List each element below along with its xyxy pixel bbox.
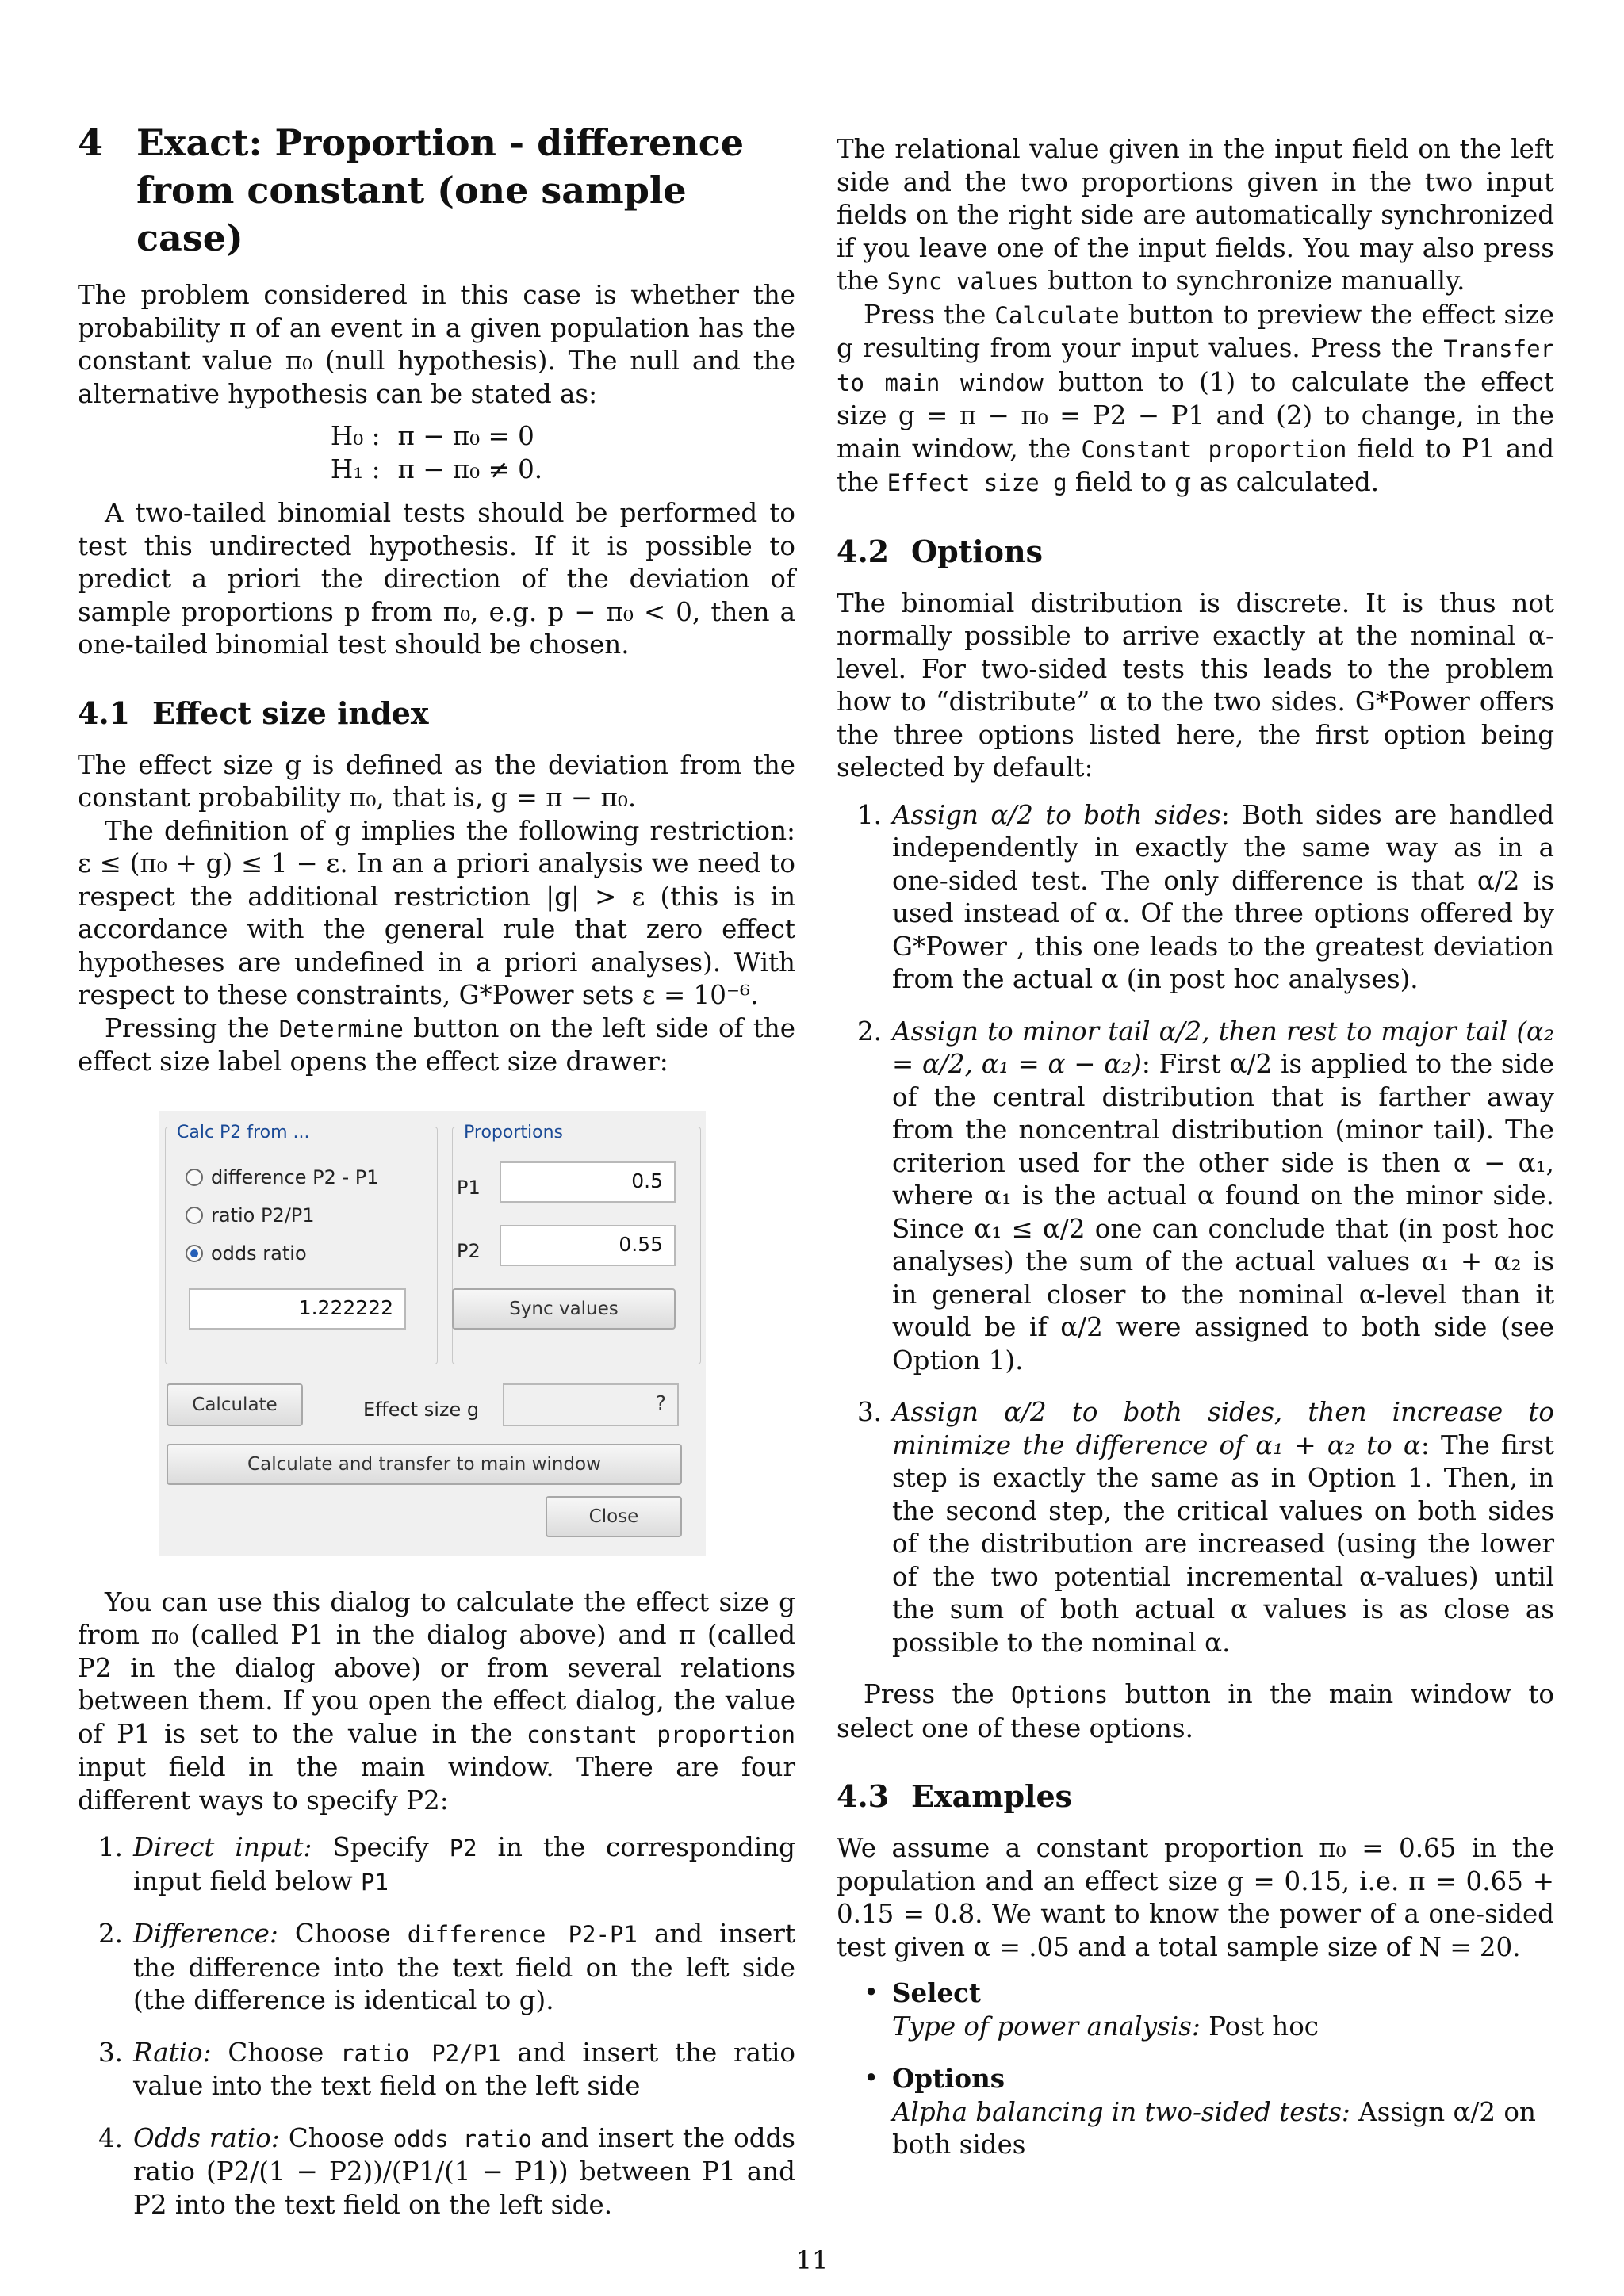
radio-difference[interactable] [186,1161,379,1195]
list-item: 3. Assign α/2 to both sides, then increase to minimize the difference of α₁ + α₂ to α: The first step is exactly the same as in Option 1. Then, in the second step, the critical values on both sides of the distribution are increased (using the lower of the two potential incremental α-values) until the sum of both actual α values is as close as possible to the nominal α. [857,1397,1554,1658]
calculate-button[interactable]: Calculate [167,1383,303,1426]
subsection-heading-4-1 [78,695,795,732]
options-paragraph: The binomial distribution is discrete. It is thus not normally possible to arrive exactly at the nominal α-level. For two-sided tests this leads to the problem how to “distribute” α to the two sides. G*Power offers the three options listed here, the first option being selected by default: [837,587,1554,783]
determine-paragraph: Pressing the Determine button on the left side of the effect size label opens the effect size drawer: [78,1012,795,1077]
list-item: 4. Odds ratio: Choose odds ratio and insert the odds ratio (P2/(1 − P2))/(P1/(1 − P1)) between P1 and P2 into the text field on the left side. [98,2122,795,2220]
radio-ratio-label: ratio P2/P1 [211,1203,315,1226]
relation-value-input[interactable]: 1.222222 [189,1288,406,1330]
calc-p2-group-label: Calc P2 from ... [174,1116,312,1150]
radio-button-selected-icon [186,1245,203,1262]
options-button-paragraph: Press the Options button in the main window to select one of these options. [837,1679,1554,1743]
examples-paragraph: We assume a constant proportion π₀ = 0.65 in the population and an effect size g = 0.15, i.e. π = 0.65 + 0.15 = 0.8. We want to know the power of a one-sided test given α = .05 and a total sample size of N = 20. [837,1833,1554,1962]
section-heading [78,119,795,262]
subsection-number: 4.2 [837,533,890,569]
h1-expression: π − π₀ ≠ 0. [397,453,543,484]
list-item: 2. Assign to minor tail α/2, then rest to major tail (α₂ = α/2, α₁ = α − α₂): First α/2 is applied to the side of the central distribution that is farther away from the noncentral distribution (minor tail). The criterion used for the other side is then α − α₁, where α₁ is the actual α found on the minor side. Since α₁ ≤ α/2 one can conclude that (in post hoc analyses) the sum of the actual values α₁ + α₂ is in general closer to the nominal α-level than it would be if α/2 were assigned to both side (see Option 1). [857,1016,1555,1376]
p1-label: P1 [457,1176,481,1199]
subsection-heading-4-2 [837,534,1554,570]
p2-methods-list [78,1831,795,2221]
subsection-title: Effect size index [152,695,429,731]
list-item: • Options Alpha balancing in two-sided tests: Assign α/2 on both sides [837,2062,1554,2162]
effect-size-label: Effect size g [363,1398,480,1421]
sync-values-button[interactable]: Sync values [452,1288,676,1330]
radio-difference-label: difference P2 - P1 [211,1165,379,1188]
radio-button-icon [186,1169,203,1186]
right-column [837,133,1554,2181]
subsection-title: Options [911,533,1044,569]
subsection-title: Examples [911,1778,1073,1814]
restriction-paragraph: The definition of g implies the following restriction: ε ≤ (π₀ + g) ≤ 1 − ε. In an a priori analysis we need to respect the additional restriction |g| > ε (this is in accordance with the general rule that zero effect hypotheses are undefined in a priori analyses). With respect to these constraints, G*Power sets ε = 10⁻⁶. [78,815,795,1010]
section-number: 4 [78,121,104,164]
list-item: • Select Type of power analysis: Post hoc [837,1976,1554,2043]
hypotheses [78,420,795,486]
p1-input[interactable]: 0.5 [500,1161,676,1203]
calculate-transfer-button[interactable]: Calculate and transfer to main window [167,1444,682,1485]
page-number: 11 [795,2245,829,2275]
subsection-number: 4.1 [78,695,131,731]
intro-paragraph-2: A two-tailed binomial tests should be performed to test this undirected hypothesis. If it is possible to predict a priori the direction of the deviation of sample proportions p from π₀, e.g. p − π₀ < 0, then a one-tailed binomial test should be chosen. [78,498,795,660]
options-list [837,799,1554,1660]
radio-odds-label: odds ratio [211,1242,307,1265]
effect-size-output: ? [503,1383,679,1426]
calculate-paragraph: Press the Calculate button to preview the effect size g resulting from your input values. Press the Transfer to main window button to (1) to calculate the effect size g = π − π₀ = P2 − P1 and (2) to change, in the main window, the Constant proportion field to P1 and the Effect size g field to g as calculated. [837,299,1554,497]
subsection-heading-4-3 [837,1778,1554,1815]
left-column [78,119,795,2241]
determine-code: Determine [278,1015,404,1043]
p2-input[interactable]: 0.55 [500,1225,676,1266]
effect-size-paragraph: The effect size g is defined as the deviation from the constant probability π₀, that is, g = π − π₀. [78,749,795,813]
h0-label: H₀ : [330,421,381,451]
list-item: 1. Direct input: Specify P2 in the corresponding input field below P1 [98,1832,795,1896]
close-button[interactable]: Close [546,1496,682,1537]
proportions-group-label: Proportions [461,1116,566,1150]
dialog-usage-paragraph: You can use this dialog to calculate the effect size g from π₀ (called P1 in the dialog above) and π (called P2 in the dialog above) or from several relations between them. If you open the effect dialog, the value of P1 is set to the value in the constant proportion input field in the main window. There are four different ways to specify P2: [78,1586,795,1816]
h0-expression: π − π₀ = 0 [397,421,534,451]
list-item: 3. Ratio: Choose ratio P2/P1 and insert the ratio value into the text field on the left side [98,2037,795,2101]
effect-size-dialog [159,1111,706,1556]
h1-label: H₁ : [330,453,381,484]
constant-proportion-code: constant proportion [527,1720,795,1748]
list-item: 2. Difference: Choose difference P2-P1 and insert the difference into the text field on the left side (the difference is identical to g). [98,1919,796,2015]
list-item: 1. Assign α/2 to both sides: Both sides are handled independently in exactly the same way as in a one-sided test. The only difference is that α/2 is used instead of α. Of the three options offered by G*Power , this one leads to the greatest deviation from the actual α (in post hoc analyses). [857,799,1555,994]
subsection-number: 4.3 [837,1778,890,1814]
radio-ratio[interactable] [186,1200,315,1233]
radio-button-icon [186,1207,203,1224]
p2-label: P2 [457,1239,481,1262]
section-title: Exact: Proportion - difference from constant (one sample case) [136,121,744,259]
intro-paragraph: The problem considered in this case is whether the probability π of an event in a given population has the constant value π₀ (null hypothesis). The null and the alternative hypothesis can be stated as: [78,280,795,409]
examples-list [837,1976,1554,2162]
radio-odds-ratio[interactable] [186,1238,307,1271]
sync-paragraph: The relational value given in the input field on the left side and the two proportions given in the two input fields on the right side are automatically synchronized if you leave one of the input fields. You may also press the Sync values button to synchronize manually. [837,134,1554,296]
